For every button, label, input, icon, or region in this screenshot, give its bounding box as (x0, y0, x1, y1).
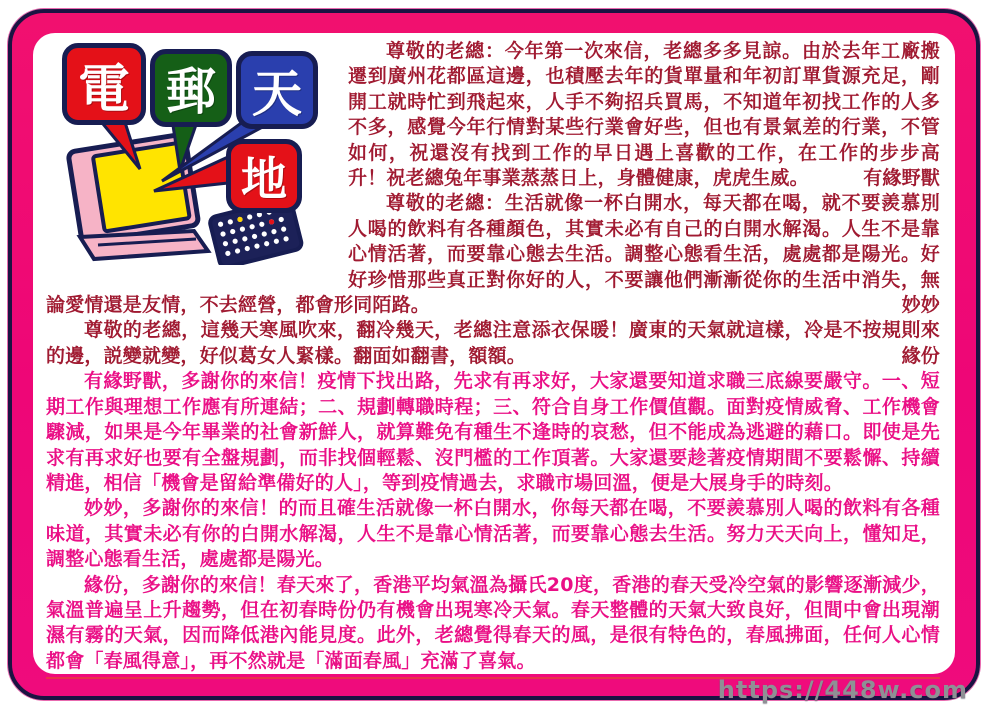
decorative-frame (8, 9, 980, 700)
watermark-url: https://448w.com (717, 676, 968, 704)
logo-bubble-di: 地 (226, 139, 302, 213)
letter-signature: 妙妙 (901, 294, 940, 317)
letter-body: 尊敬的老總，這幾天寒風吹來，翻冷幾天，老總注意添衣保暖！廣東的天氣就這樣，冷是不按規則來的邊，説變就變，好似葛女人緊樣。翻面如翻書，額額。 (46, 319, 940, 367)
letter-body: 尊敬的老總：生活就像一杯白開水，每天都在喝，就不要羨慕別人喝的飲料有各種顏色，其實未必有自己的白開水解渴。人生不是靠心情活著，而要靠心態去生活。調整心態看生活，處處都是陽光。好好珍惜那些真正對你好的人，不要讓他們漸漸從你的生活中消失，無論愛情還是友情，不去經營，都會形同陌路。 (46, 192, 940, 317)
reply-paragraph (46, 496, 940, 572)
reply-body: 妙妙，多謝你的來信！的而且確生活就像一杯白開水，你每天都在喝，不要羨慕別人喝的飲料有各種味道，其實未必有你的白開水解渴，人生不是靠心情活著，而要靠心態去生活。努力天天向上，懂知足，調整心態看生活，處處都是陽光。 (46, 497, 940, 571)
letter-body: 尊敬的老總：今年第一次來信，老總多多見諒。由於去年工廠搬遷到廣州花都區這邊，也積壓去年的貨單量和年初訂單貨源充足，剛開工就時忙到飛起來，人手不夠招兵買馬，不知道年初找工作的人多不多，感覺今年行情對某些行業會好些，但也有景氣差的行業，不管如何，祝還沒有找到工作的早日遇上喜歡的工作，在工作的步步高升！祝老總兔年事業蒸蒸日上，身體健康，虎虎生威。 (348, 40, 940, 190)
reply-body: 緣份，多謝你的來信！春天來了，香港平均氣溫為攝氏20度，香港的春天受冷空氣的影響逐漸減少，氣溫普遍呈上升趨勢，但在初春時份仍有機會出現寒冷天氣。春天整體的天氣大致良好，但間中會出現潮濕有霧的天氣，因而降低港內能見度。此外，老總覺得春天的風，是很有特色的，春風拂面，任何人心情都會「春風得意」，再不然就是「滿面春風」充滿了喜氣。 (46, 573, 940, 672)
letter-paragraph (46, 318, 940, 369)
page-inner (33, 33, 955, 674)
reply-paragraph (46, 369, 940, 496)
letter-signature: 有緣野獸 (863, 167, 940, 190)
reply-body: 有緣野獸，多謝你的來信！疫情下找出路，先求有再求好，大家還要知道求職三底線要嚴守。一、短期工作與理想工作應有所連結；二、規劃轉職時程；三、符合自身工作價值觀。面對疫情威脅、工作機會驟減，如果是今年畢業的社會新鮮人，就算難免有種生不逢時的哀愁，但不能成為逃避的藉口。即使是先求有再求好也要有全盤規劃，而非找個輕鬆、沒門檻的工作頂著。大家還要趁著疫情期間不要鬆懈、持續精進，相信「機會是留給準備好的人」，等到疫情過去，求職市場回溫，便是大展身手的時刻。 (46, 370, 940, 494)
letter-signature: 緣份 (901, 344, 940, 367)
logo-bubble-you: 郵 (150, 49, 232, 127)
logo-bubble-dian: 電 (62, 43, 146, 125)
logo-bubble-tian: 天 (236, 51, 318, 129)
reply-paragraph (46, 573, 940, 675)
masthead-logo (46, 39, 338, 265)
